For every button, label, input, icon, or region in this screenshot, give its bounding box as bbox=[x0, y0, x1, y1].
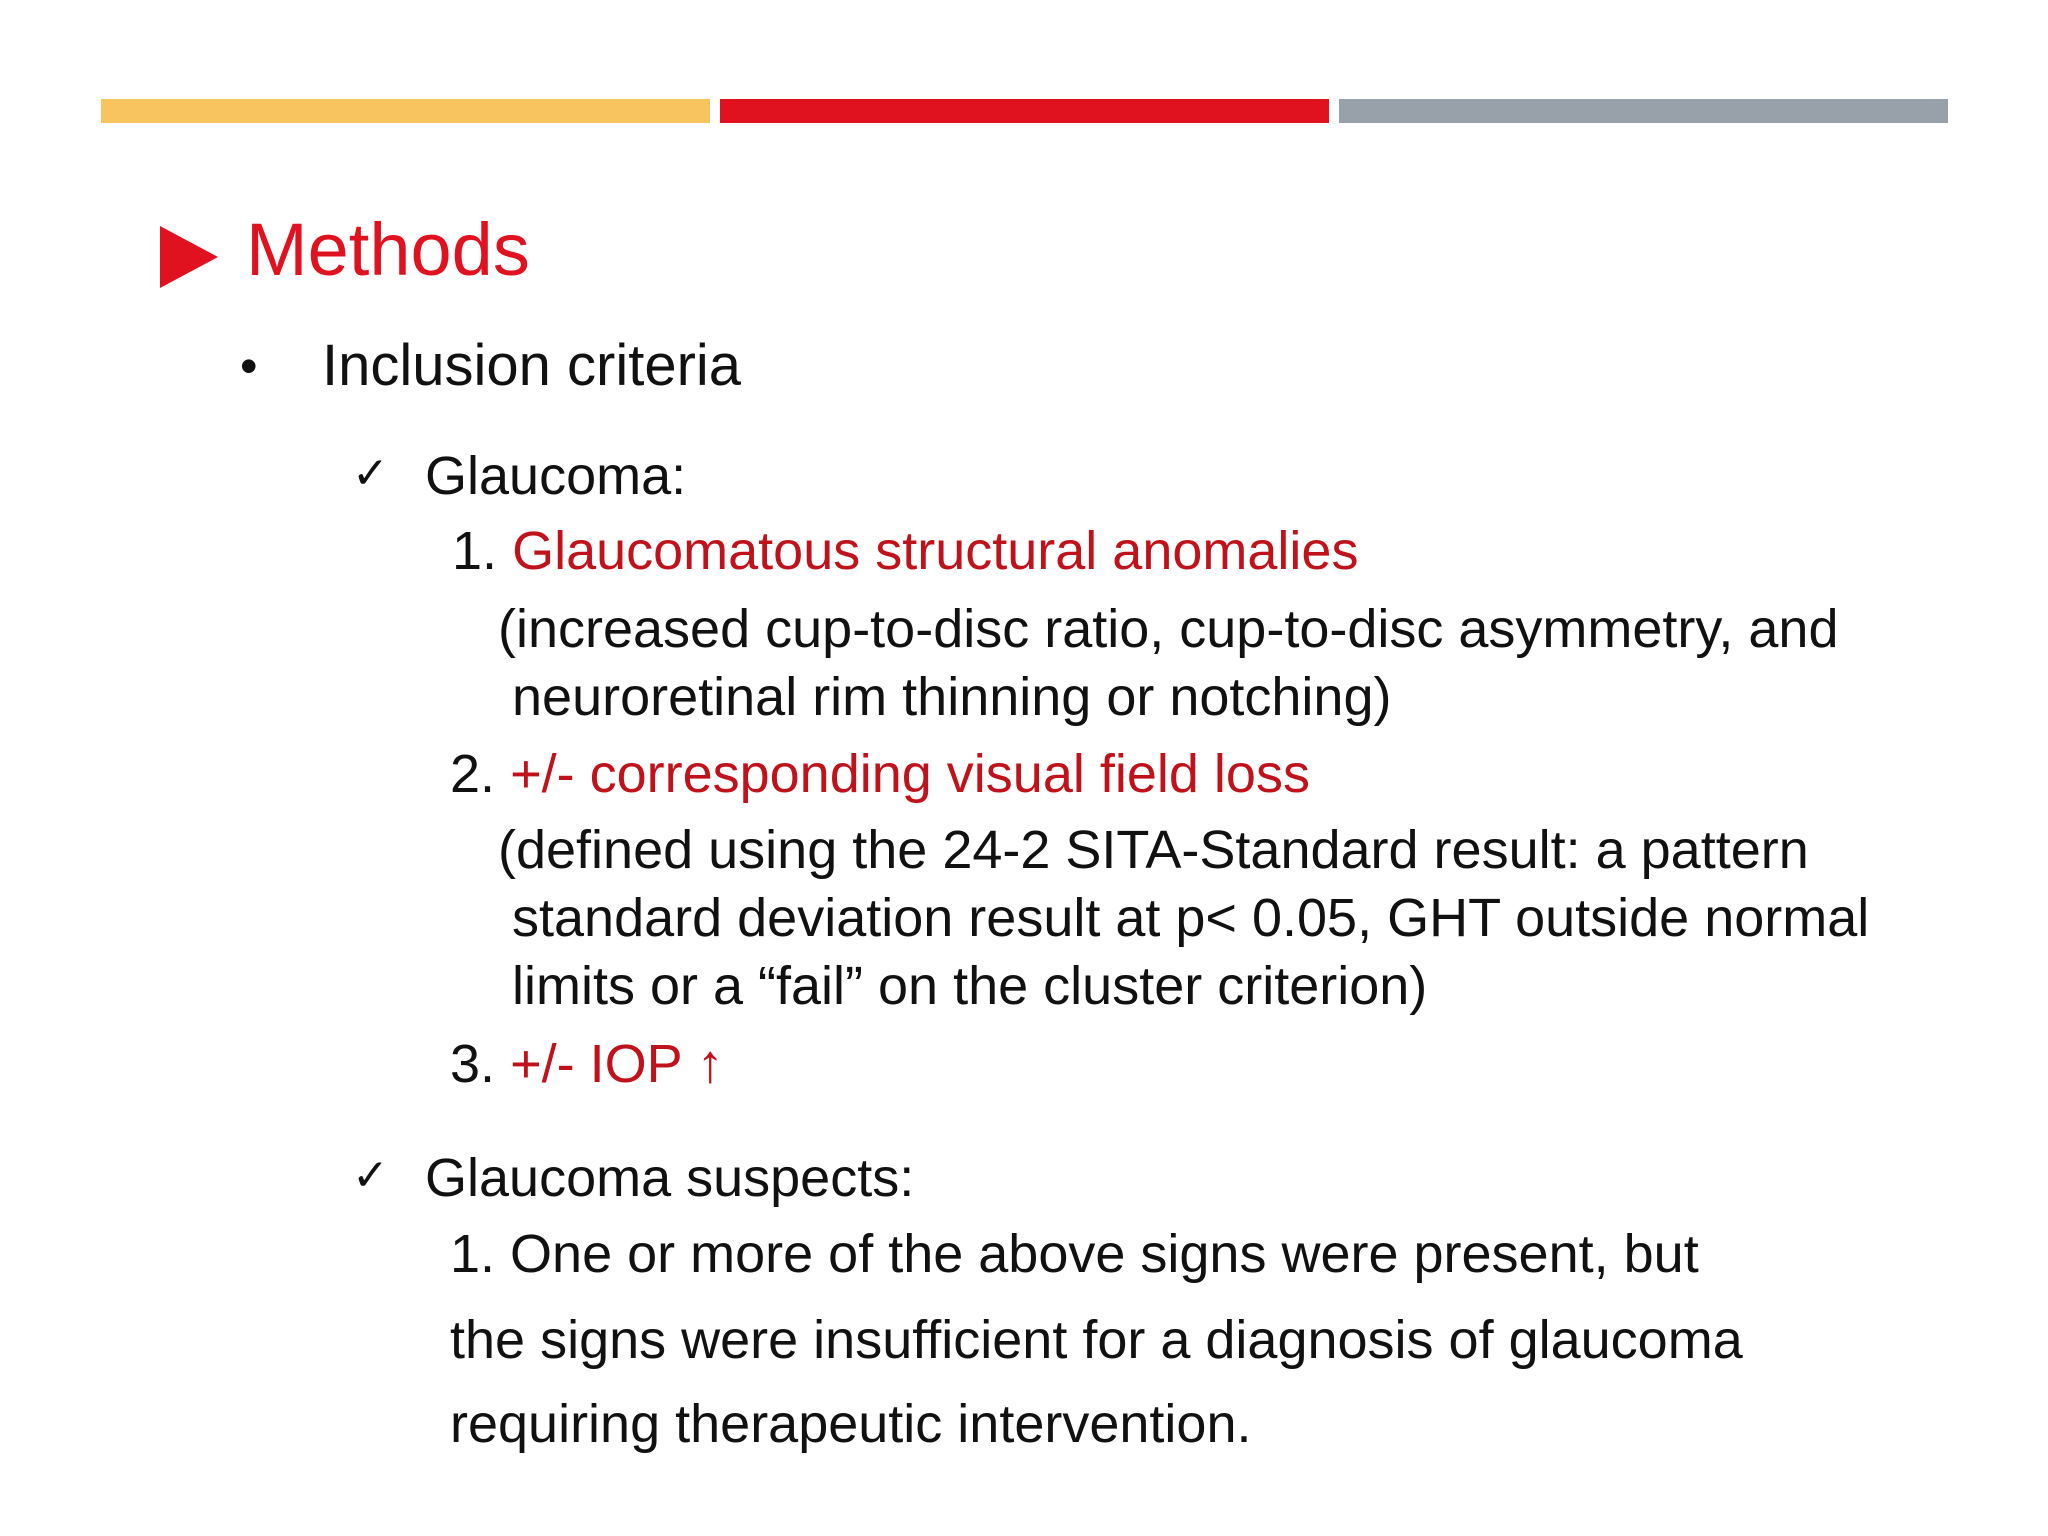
bullet-dot-icon: • bbox=[240, 338, 258, 394]
glaucoma-item-2-detail-line-1: (defined using the 24-2 SITA-Standard result: a pattern bbox=[498, 820, 1809, 880]
glaucoma-item-1-detail-line-2: neuroretinal rim thinning or notching) bbox=[512, 667, 1392, 727]
accent-bar-yellow bbox=[101, 99, 710, 123]
glaucoma-item-2 bbox=[450, 742, 1310, 806]
check-mark-icon: ✓ bbox=[352, 449, 389, 498]
suspects-line-1: 1. One or more of the above signs were present, but bbox=[450, 1224, 1699, 1284]
glaucoma-suspects-label: Glaucoma suspects: bbox=[425, 1148, 915, 1208]
slide-title: Methods bbox=[246, 208, 530, 291]
item-number: 3. bbox=[450, 1034, 496, 1094]
inclusion-criteria-heading: Inclusion criteria bbox=[322, 333, 742, 398]
glaucoma-label: Glaucoma: bbox=[425, 446, 687, 506]
item-number: 2. bbox=[450, 744, 496, 804]
check-mark-icon: ✓ bbox=[352, 1151, 389, 1200]
accent-bar-red bbox=[720, 99, 1329, 123]
item-heading: +/- corresponding visual field loss bbox=[510, 744, 1310, 804]
item-heading: Glaucomatous structural anomalies bbox=[512, 521, 1359, 581]
triangle-right-icon bbox=[160, 226, 218, 288]
glaucoma-item-3 bbox=[450, 1032, 724, 1096]
glaucoma-item-2-detail-line-2: standard deviation result at p< 0.05, GHT outside normal bbox=[512, 888, 1870, 948]
accent-bar-gray bbox=[1339, 99, 1948, 123]
item-number: 1. bbox=[452, 521, 498, 581]
suspects-line-3: requiring therapeutic intervention. bbox=[450, 1394, 1252, 1454]
suspects-line-2: the signs were insufficient for a diagnosis of glaucoma bbox=[450, 1310, 1743, 1370]
item-heading: +/- IOP ↑ bbox=[510, 1034, 724, 1094]
glaucoma-item-2-detail-line-3: limits or a “fail” on the cluster criterion) bbox=[512, 956, 1428, 1016]
glaucoma-item-1 bbox=[452, 519, 1358, 583]
glaucoma-item-1-detail-line-1: (increased cup-to-disc ratio, cup-to-disc asymmetry, and bbox=[498, 599, 1839, 659]
